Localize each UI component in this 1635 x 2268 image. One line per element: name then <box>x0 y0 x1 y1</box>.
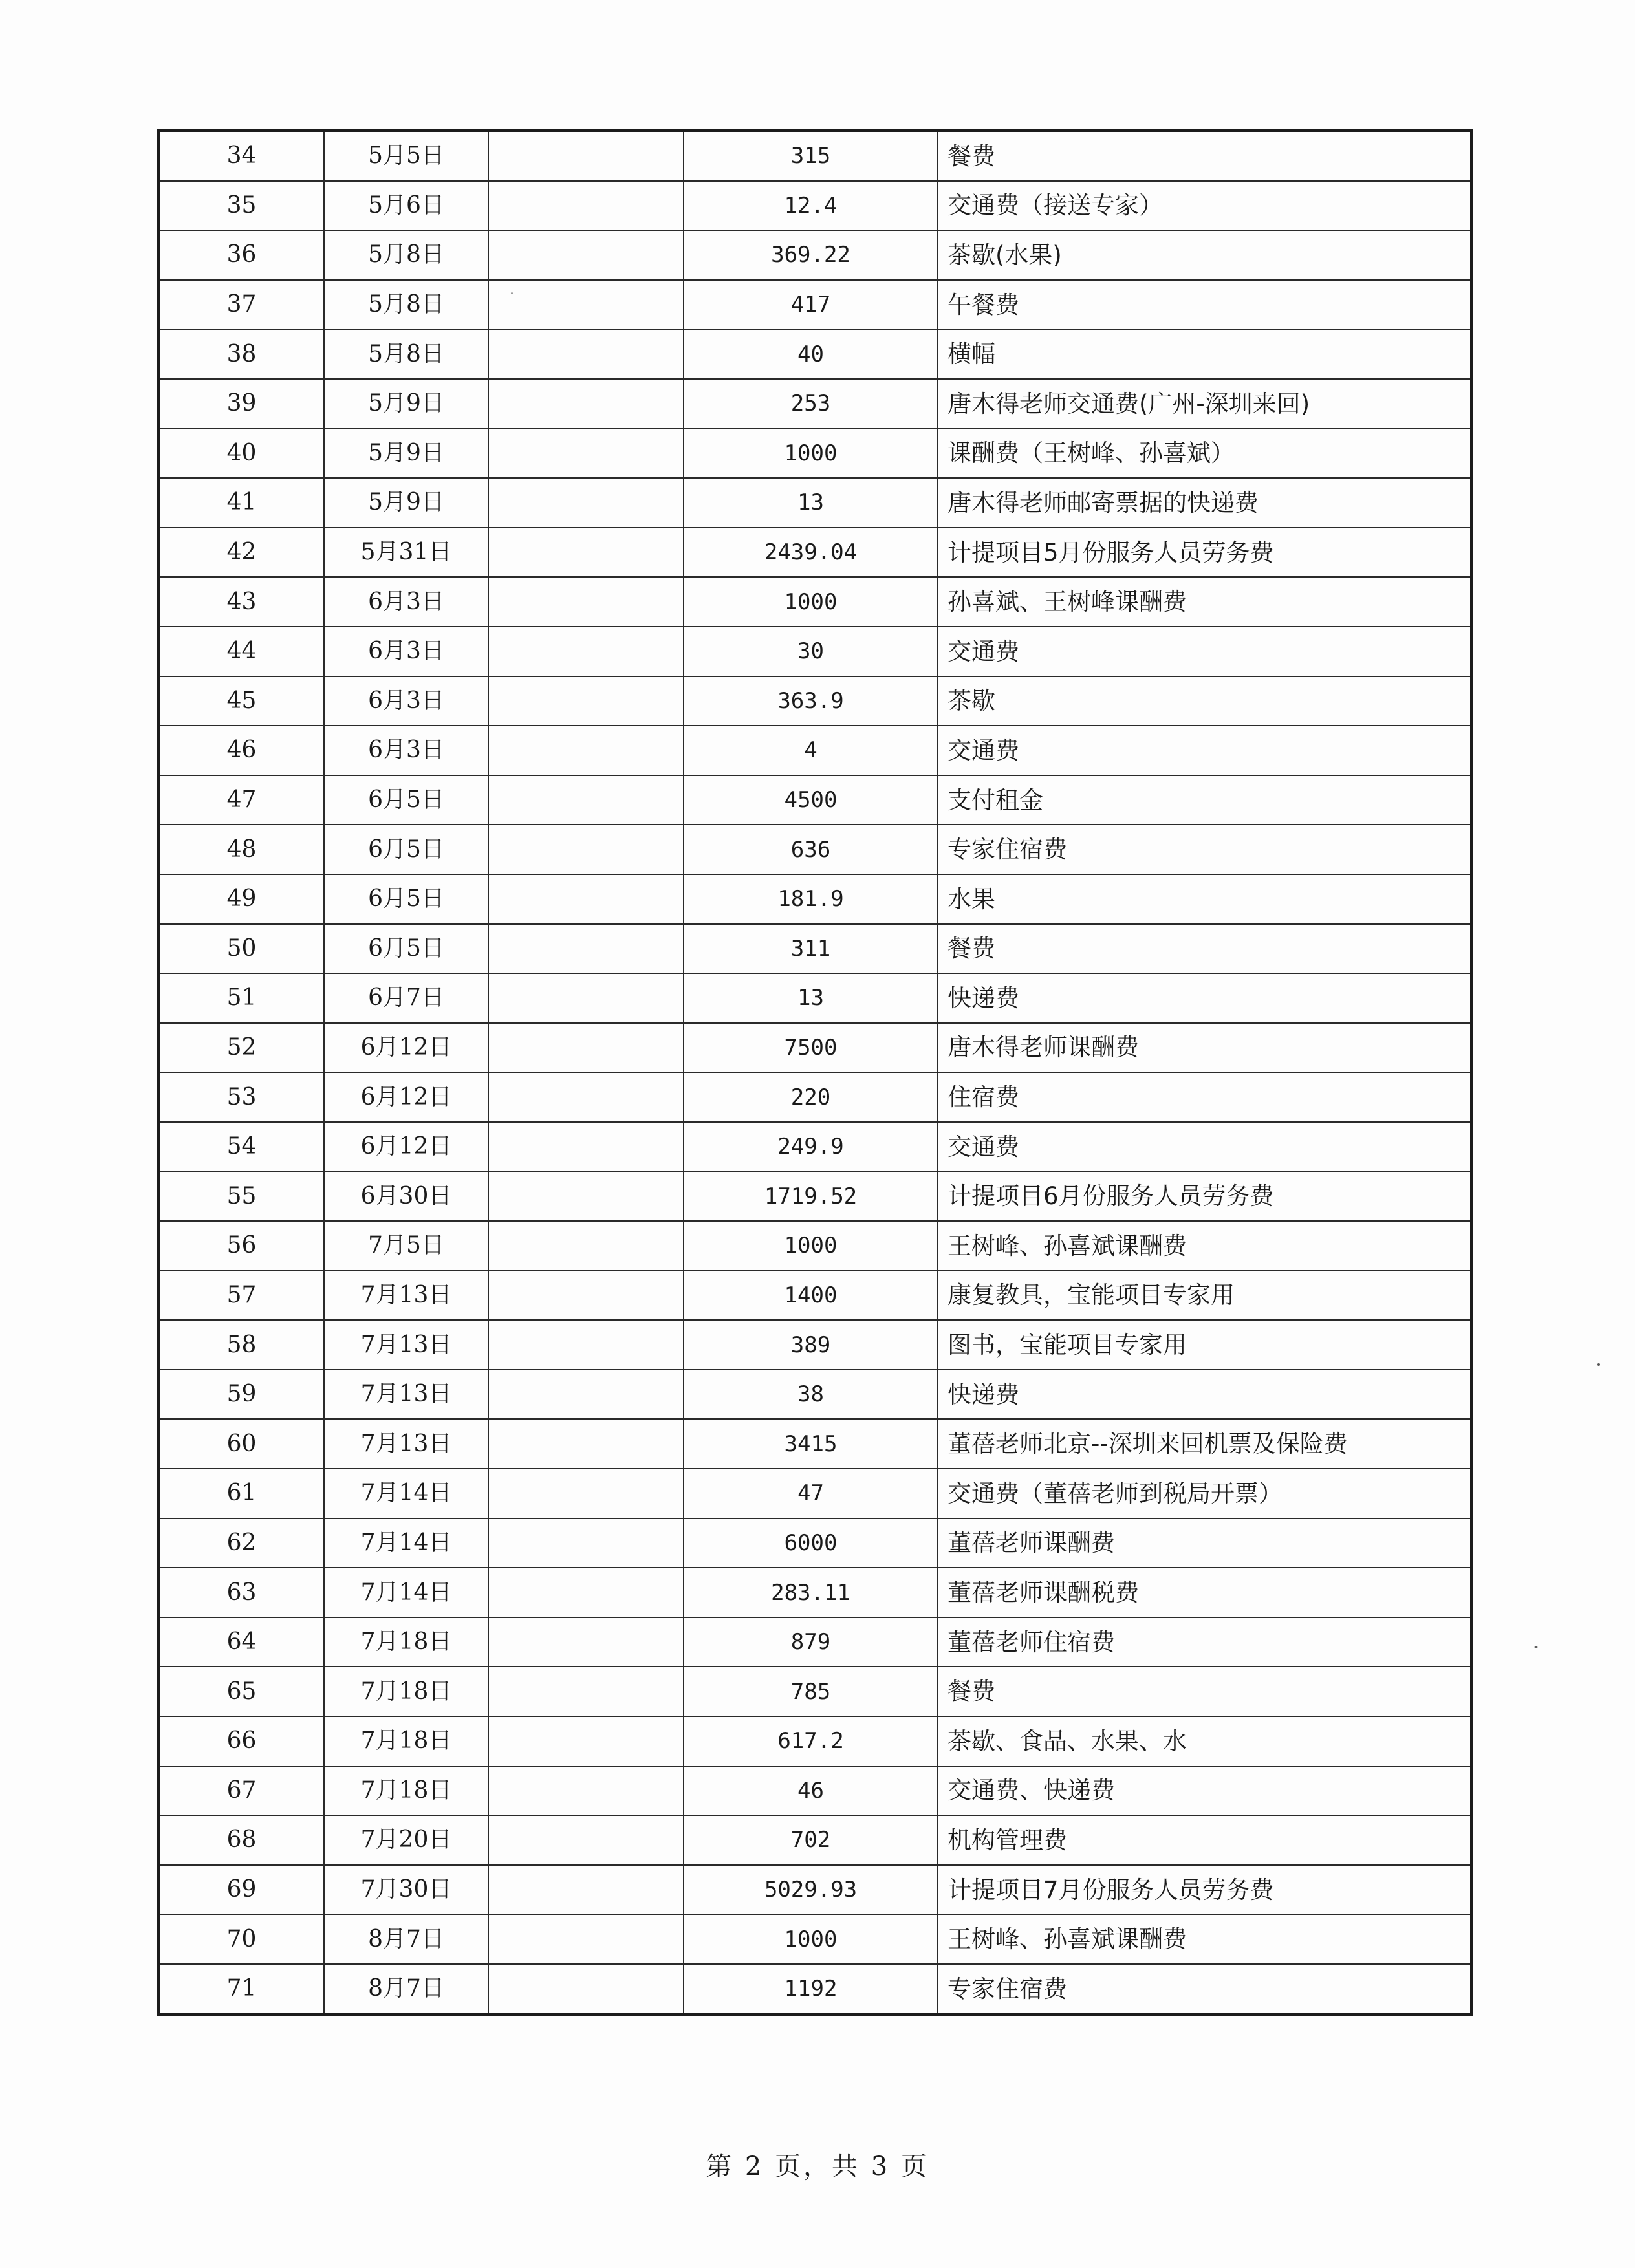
date-cell: 5月8日 <box>324 230 488 280</box>
blank-cell <box>488 1815 684 1865</box>
date-cell: 6月3日 <box>324 726 488 775</box>
description-cell: 住宿费 <box>938 1072 1471 1122</box>
row-number-cell: 36 <box>158 230 324 280</box>
description-cell: 交通费 <box>938 627 1471 676</box>
row-number-cell: 47 <box>158 775 324 825</box>
date-cell: 6月5日 <box>324 874 488 924</box>
date-cell: 6月30日 <box>324 1171 488 1221</box>
table-row <box>158 1419 1471 1469</box>
row-number-cell: 65 <box>158 1667 324 1716</box>
blank-cell <box>488 429 684 479</box>
date-cell: 7月5日 <box>324 1221 488 1271</box>
date-cell: 5月8日 <box>324 280 488 330</box>
blank-cell <box>488 627 684 676</box>
description-cell: 餐费 <box>938 1667 1471 1716</box>
description-cell: 午餐费 <box>938 280 1471 330</box>
amount-cell: 283.11 <box>684 1568 938 1617</box>
table-row <box>158 478 1471 528</box>
table-row <box>158 1320 1471 1370</box>
description-cell: 专家住宿费 <box>938 1964 1471 2014</box>
description-cell: 王树峰、孙喜斌课酬费 <box>938 1914 1471 1964</box>
table-row <box>158 280 1471 330</box>
amount-cell: 220 <box>684 1072 938 1122</box>
amount-cell: 6000 <box>684 1518 938 1568</box>
description-cell: 交通费 <box>938 726 1471 775</box>
blank-cell <box>488 1072 684 1122</box>
blank-cell <box>488 1419 684 1469</box>
table-row <box>158 1914 1471 1964</box>
date-cell: 5月31日 <box>324 528 488 578</box>
amount-cell: 785 <box>684 1667 938 1716</box>
date-cell: 6月5日 <box>324 924 488 974</box>
row-number-cell: 51 <box>158 973 324 1023</box>
date-cell: 6月3日 <box>324 577 488 627</box>
amount-cell: 1000 <box>684 1221 938 1271</box>
amount-cell: 12.4 <box>684 181 938 231</box>
blank-cell <box>488 230 684 280</box>
table-row <box>158 1568 1471 1617</box>
ledger-body <box>158 131 1471 2014</box>
description-cell: 交通费（接送专家） <box>938 181 1471 231</box>
blank-cell <box>488 280 684 330</box>
table-row <box>158 924 1471 974</box>
table-row <box>158 1766 1471 1816</box>
blank-cell <box>488 1023 684 1073</box>
amount-cell: 1719.52 <box>684 1171 938 1221</box>
table-row <box>158 1716 1471 1766</box>
date-cell: 5月9日 <box>324 379 488 429</box>
description-cell: 餐费 <box>938 924 1471 974</box>
row-number-cell: 60 <box>158 1419 324 1469</box>
amount-cell: 617.2 <box>684 1716 938 1766</box>
description-cell: 计提项目5月份服务人员劳务费 <box>938 528 1471 578</box>
date-cell: 5月6日 <box>324 181 488 231</box>
description-cell: 康复教具，宝能项目专家用 <box>938 1271 1471 1321</box>
date-cell: 7月14日 <box>324 1568 488 1617</box>
date-cell: 7月18日 <box>324 1766 488 1816</box>
amount-cell: 363.9 <box>684 676 938 726</box>
row-number-cell: 69 <box>158 1865 324 1915</box>
expense-ledger-table <box>157 129 1473 2016</box>
table-row <box>158 1617 1471 1667</box>
amount-cell: 253 <box>684 379 938 429</box>
date-cell: 5月5日 <box>324 131 488 181</box>
date-cell: 6月12日 <box>324 1072 488 1122</box>
date-cell: 7月14日 <box>324 1469 488 1518</box>
description-cell: 王树峰、孙喜斌课酬费 <box>938 1221 1471 1271</box>
amount-cell: 47 <box>684 1469 938 1518</box>
description-cell: 董蓓老师课酬税费 <box>938 1568 1471 1617</box>
amount-cell: 1400 <box>684 1271 938 1321</box>
table-row <box>158 1865 1471 1915</box>
blank-cell <box>488 478 684 528</box>
table-row <box>158 775 1471 825</box>
date-cell: 6月3日 <box>324 676 488 726</box>
blank-cell <box>488 1320 684 1370</box>
amount-cell: 389 <box>684 1320 938 1370</box>
table-row <box>158 577 1471 627</box>
date-cell: 6月5日 <box>324 825 488 874</box>
row-number-cell: 67 <box>158 1766 324 1816</box>
description-cell: 董蓓老师北京--深圳来回机票及保险费 <box>938 1419 1471 1469</box>
blank-cell <box>488 1469 684 1518</box>
date-cell: 5月9日 <box>324 429 488 479</box>
date-cell: 8月7日 <box>324 1914 488 1964</box>
blank-cell <box>488 1271 684 1321</box>
description-cell: 快递费 <box>938 1370 1471 1420</box>
amount-cell: 181.9 <box>684 874 938 924</box>
description-cell: 水果 <box>938 874 1471 924</box>
row-number-cell: 53 <box>158 1072 324 1122</box>
scan-speck <box>1597 1363 1600 1366</box>
row-number-cell: 64 <box>158 1617 324 1667</box>
blank-cell <box>488 1667 684 1716</box>
date-cell: 6月12日 <box>324 1122 488 1172</box>
row-number-cell: 70 <box>158 1914 324 1964</box>
amount-cell: 417 <box>684 280 938 330</box>
table-row <box>158 1964 1471 2014</box>
description-cell: 茶歇 <box>938 676 1471 726</box>
description-cell: 计提项目6月份服务人员劳务费 <box>938 1171 1471 1221</box>
description-cell: 孙喜斌、王树峰课酬费 <box>938 577 1471 627</box>
description-cell: 董蓓老师住宿费 <box>938 1617 1471 1667</box>
row-number-cell: 40 <box>158 429 324 479</box>
amount-cell: 5029.93 <box>684 1865 938 1915</box>
table-row <box>158 329 1471 379</box>
table-row <box>158 1370 1471 1420</box>
amount-cell: 7500 <box>684 1023 938 1073</box>
blank-cell <box>488 924 684 974</box>
description-cell: 机构管理费 <box>938 1815 1471 1865</box>
row-number-cell: 46 <box>158 726 324 775</box>
amount-cell: 38 <box>684 1370 938 1420</box>
amount-cell: 2439.04 <box>684 528 938 578</box>
table-row <box>158 131 1471 181</box>
description-cell: 计提项目7月份服务人员劳务费 <box>938 1865 1471 1915</box>
table-row <box>158 429 1471 479</box>
row-number-cell: 45 <box>158 676 324 726</box>
table-row <box>158 1023 1471 1073</box>
date-cell: 6月3日 <box>324 627 488 676</box>
description-cell: 唐木得老师交通费(广州-深圳来回) <box>938 379 1471 429</box>
row-number-cell: 71 <box>158 1964 324 2014</box>
date-cell: 8月7日 <box>324 1964 488 2014</box>
amount-cell: 311 <box>684 924 938 974</box>
date-cell: 7月18日 <box>324 1667 488 1716</box>
table-row <box>158 1815 1471 1865</box>
description-cell: 交通费 <box>938 1122 1471 1172</box>
description-cell: 餐费 <box>938 131 1471 181</box>
table-row <box>158 181 1471 231</box>
blank-cell <box>488 181 684 231</box>
row-number-cell: 63 <box>158 1568 324 1617</box>
blank-cell <box>488 1370 684 1420</box>
blank-cell <box>488 1221 684 1271</box>
amount-cell: 1000 <box>684 429 938 479</box>
date-cell: 5月9日 <box>324 478 488 528</box>
amount-cell: 13 <box>684 973 938 1023</box>
blank-cell <box>488 1568 684 1617</box>
table-row <box>158 1221 1471 1271</box>
date-cell: 6月7日 <box>324 973 488 1023</box>
date-cell: 7月20日 <box>324 1815 488 1865</box>
amount-cell: 30 <box>684 627 938 676</box>
row-number-cell: 50 <box>158 924 324 974</box>
description-cell: 交通费、快递费 <box>938 1766 1471 1816</box>
description-cell: 唐木得老师邮寄票据的快递费 <box>938 478 1471 528</box>
blank-cell <box>488 1964 684 2014</box>
description-cell: 唐木得老师课酬费 <box>938 1023 1471 1073</box>
amount-cell: 702 <box>684 1815 938 1865</box>
description-cell: 茶歇、食品、水果、水 <box>938 1716 1471 1766</box>
blank-cell <box>488 1865 684 1915</box>
blank-cell <box>488 1171 684 1221</box>
blank-cell <box>488 131 684 181</box>
blank-cell <box>488 1122 684 1172</box>
blank-cell <box>488 775 684 825</box>
row-number-cell: 57 <box>158 1271 324 1321</box>
amount-cell: 315 <box>684 131 938 181</box>
blank-cell <box>488 1518 684 1568</box>
row-number-cell: 41 <box>158 478 324 528</box>
blank-cell <box>488 973 684 1023</box>
amount-cell: 46 <box>684 1766 938 1816</box>
table-row <box>158 1518 1471 1568</box>
blank-cell <box>488 726 684 775</box>
table-row <box>158 1171 1471 1221</box>
date-cell: 7月30日 <box>324 1865 488 1915</box>
row-number-cell: 62 <box>158 1518 324 1568</box>
table-row <box>158 528 1471 578</box>
description-cell: 快递费 <box>938 973 1471 1023</box>
amount-cell: 13 <box>684 478 938 528</box>
date-cell: 7月13日 <box>324 1419 488 1469</box>
row-number-cell: 58 <box>158 1320 324 1370</box>
date-cell: 7月18日 <box>324 1617 488 1667</box>
table-row <box>158 1271 1471 1321</box>
table-row <box>158 973 1471 1023</box>
blank-cell <box>488 1716 684 1766</box>
row-number-cell: 37 <box>158 280 324 330</box>
description-cell: 支付租金 <box>938 775 1471 825</box>
row-number-cell: 38 <box>158 329 324 379</box>
table-row <box>158 676 1471 726</box>
amount-cell: 636 <box>684 825 938 874</box>
blank-cell <box>488 825 684 874</box>
table-row <box>158 1667 1471 1716</box>
date-cell: 7月13日 <box>324 1370 488 1420</box>
date-cell: 7月13日 <box>324 1271 488 1321</box>
description-cell: 图书，宝能项目专家用 <box>938 1320 1471 1370</box>
row-number-cell: 55 <box>158 1171 324 1221</box>
amount-cell: 4 <box>684 726 938 775</box>
blank-cell <box>488 379 684 429</box>
amount-cell: 4500 <box>684 775 938 825</box>
blank-cell <box>488 329 684 379</box>
blank-cell <box>488 1766 684 1816</box>
scan-speck <box>511 292 513 294</box>
table-row <box>158 1469 1471 1518</box>
amount-cell: 1192 <box>684 1964 938 2014</box>
date-cell: 7月18日 <box>324 1716 488 1766</box>
blank-cell <box>488 1617 684 1667</box>
row-number-cell: 34 <box>158 131 324 181</box>
table-row <box>158 726 1471 775</box>
table-row <box>158 230 1471 280</box>
date-cell: 7月14日 <box>324 1518 488 1568</box>
date-cell: 7月13日 <box>324 1320 488 1370</box>
description-cell: 董蓓老师课酬费 <box>938 1518 1471 1568</box>
row-number-cell: 44 <box>158 627 324 676</box>
table-row <box>158 1072 1471 1122</box>
table-row <box>158 627 1471 676</box>
date-cell: 5月8日 <box>324 329 488 379</box>
description-cell: 交通费（董蓓老师到税局开票） <box>938 1469 1471 1518</box>
amount-cell: 40 <box>684 329 938 379</box>
row-number-cell: 35 <box>158 181 324 231</box>
blank-cell <box>488 676 684 726</box>
amount-cell: 249.9 <box>684 1122 938 1172</box>
description-cell: 课酬费（王树峰、孙喜斌） <box>938 429 1471 479</box>
blank-cell <box>488 874 684 924</box>
row-number-cell: 56 <box>158 1221 324 1271</box>
blank-cell <box>488 528 684 578</box>
table-row <box>158 874 1471 924</box>
amount-cell: 3415 <box>684 1419 938 1469</box>
description-cell: 横幅 <box>938 329 1471 379</box>
row-number-cell: 48 <box>158 825 324 874</box>
row-number-cell: 61 <box>158 1469 324 1518</box>
row-number-cell: 59 <box>158 1370 324 1420</box>
amount-cell: 1000 <box>684 577 938 627</box>
amount-cell: 879 <box>684 1617 938 1667</box>
blank-cell <box>488 577 684 627</box>
row-number-cell: 54 <box>158 1122 324 1172</box>
row-number-cell: 39 <box>158 379 324 429</box>
row-number-cell: 68 <box>158 1815 324 1865</box>
page-number-footer: 第 2 页，共 3 页 <box>706 2152 929 2181</box>
amount-cell: 369.22 <box>684 230 938 280</box>
table-row <box>158 379 1471 429</box>
row-number-cell: 43 <box>158 577 324 627</box>
row-number-cell: 66 <box>158 1716 324 1766</box>
amount-cell: 1000 <box>684 1914 938 1964</box>
blank-cell <box>488 1914 684 1964</box>
table-row <box>158 1122 1471 1172</box>
description-cell: 专家住宿费 <box>938 825 1471 874</box>
date-cell: 6月5日 <box>324 775 488 825</box>
table-row <box>158 825 1471 874</box>
scan-speck <box>1534 1646 1538 1648</box>
row-number-cell: 42 <box>158 528 324 578</box>
row-number-cell: 49 <box>158 874 324 924</box>
row-number-cell: 52 <box>158 1023 324 1073</box>
date-cell: 6月12日 <box>324 1023 488 1073</box>
description-cell: 茶歇(水果) <box>938 230 1471 280</box>
